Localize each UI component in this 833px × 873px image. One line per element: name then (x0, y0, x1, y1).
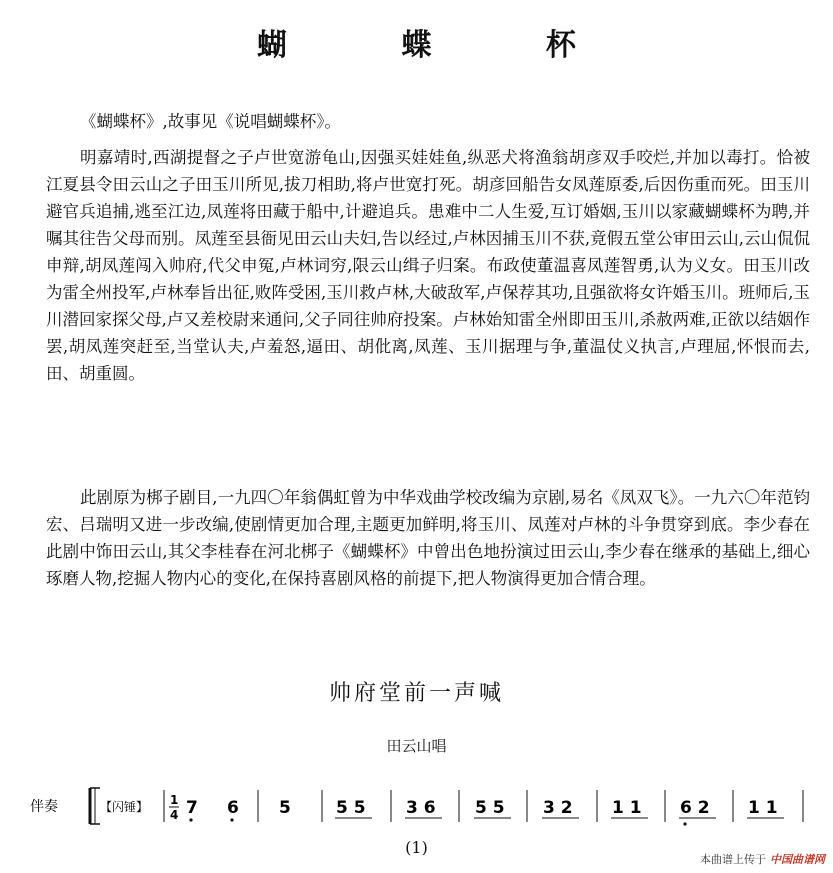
watermark-text: 本曲谱上传于 (700, 853, 766, 866)
section-label: 【闪锤】 (100, 800, 149, 814)
note-1: 7 (186, 798, 198, 818)
note-4: 5 5 (336, 798, 366, 818)
story-paragraph: 明嘉靖时,西湖提督之子卢世宽游龟山,因强买娃娃鱼,纵恶犬将渔翁胡彦双手咬烂,并加以毒打。恰被江夏县令田云山之子田玉川所见,拔刀相助,将卢世宽打死。胡彦回船告女凤莲原委,后因伤重而死。田玉川避官兵追捕,逃至江边,凤莲将田藏于船中,计避追兵。患难中二人生爱,互订婚姻,玉川以家藏蝴蝶杯为聘,并嘱其往告父母而别。凤莲至县衙见田云山夫妇,告以经过,卢林因捕玉川不获,竟假五堂公审田云山,云山侃侃申辩,胡凤莲闯入帅府,代父申冤,卢林词穷,限云山缉子归案。布政使董温喜凤莲智勇,认为义女。田玉川改为雷全州投军,卢林奉旨出征,败阵受困,玉川救卢林,大破敌军,卢保荐其功,且强欲将女许婚玉川。班师后,玉川潜回家探父母,卢又差校尉来通问,父子同往帅府投案。卢林始知雷全州即田玉川,杀赦两难,正欲以结姻作罢,胡凤莲突赶至,当堂认夫,卢羞怒,逼田、胡仳离,凤莲、玉川据理与争,董温仗义执言,卢理屈,怀恨而去,田、胡重圆。 (46, 148, 810, 383)
part-label: 伴奏 (30, 799, 58, 815)
low-octave-dot (230, 818, 233, 821)
note-8: 1 1 (612, 798, 642, 818)
note-2: 6 (227, 798, 239, 818)
music-score (0, 776, 833, 836)
watermark (700, 851, 825, 867)
note-9: 6 2 (680, 798, 710, 818)
note-6: 5 5 (475, 798, 505, 818)
page-title: 蝴 蝶 杯 (257, 28, 628, 63)
score-measures (186, 790, 803, 826)
song-title: 帅府堂前一声喊 (328, 681, 504, 706)
singer-credit: 田云山唱 (386, 737, 447, 755)
note-10: 1 1 (748, 798, 778, 818)
note-5: 3 6 (406, 798, 436, 818)
note-7: 3 2 (543, 798, 573, 818)
history-paragraph: 此剧原为梆子剧目,一九四〇年翁偶虹曾为中华戏曲学校改编为京剧,易名《凤双飞》。一九六〇年范钧宏、吕瑞明又进一步改编,使剧情更加合理,主题更加鲜明,将玉川、凤莲对卢林的斗争贯穿到底。李少春在此剧中饰田云山,其父李桂春在河北梆子《蝴蝶杯》中曾出色地扮演过田云山,李少春在继承的基础上,细心琢磨人物,挖掘人物内心的变化,在保持喜剧风格的前提下,把人物演得更加合情合理。 (46, 488, 810, 588)
time-sig-bottom: 4 (170, 808, 179, 822)
time-sig-top: 1 (170, 793, 179, 807)
low-octave-dot (189, 818, 192, 821)
page-number: (1) (405, 838, 428, 857)
low-octave-dot (683, 822, 686, 825)
intro-paragraph: 《蝴蝶杯》,故事见《说唱蝴蝶杯》。 (80, 112, 341, 131)
watermark-site-logo: 中国曲谱网 (770, 853, 825, 866)
note-3: 5 (279, 798, 291, 818)
